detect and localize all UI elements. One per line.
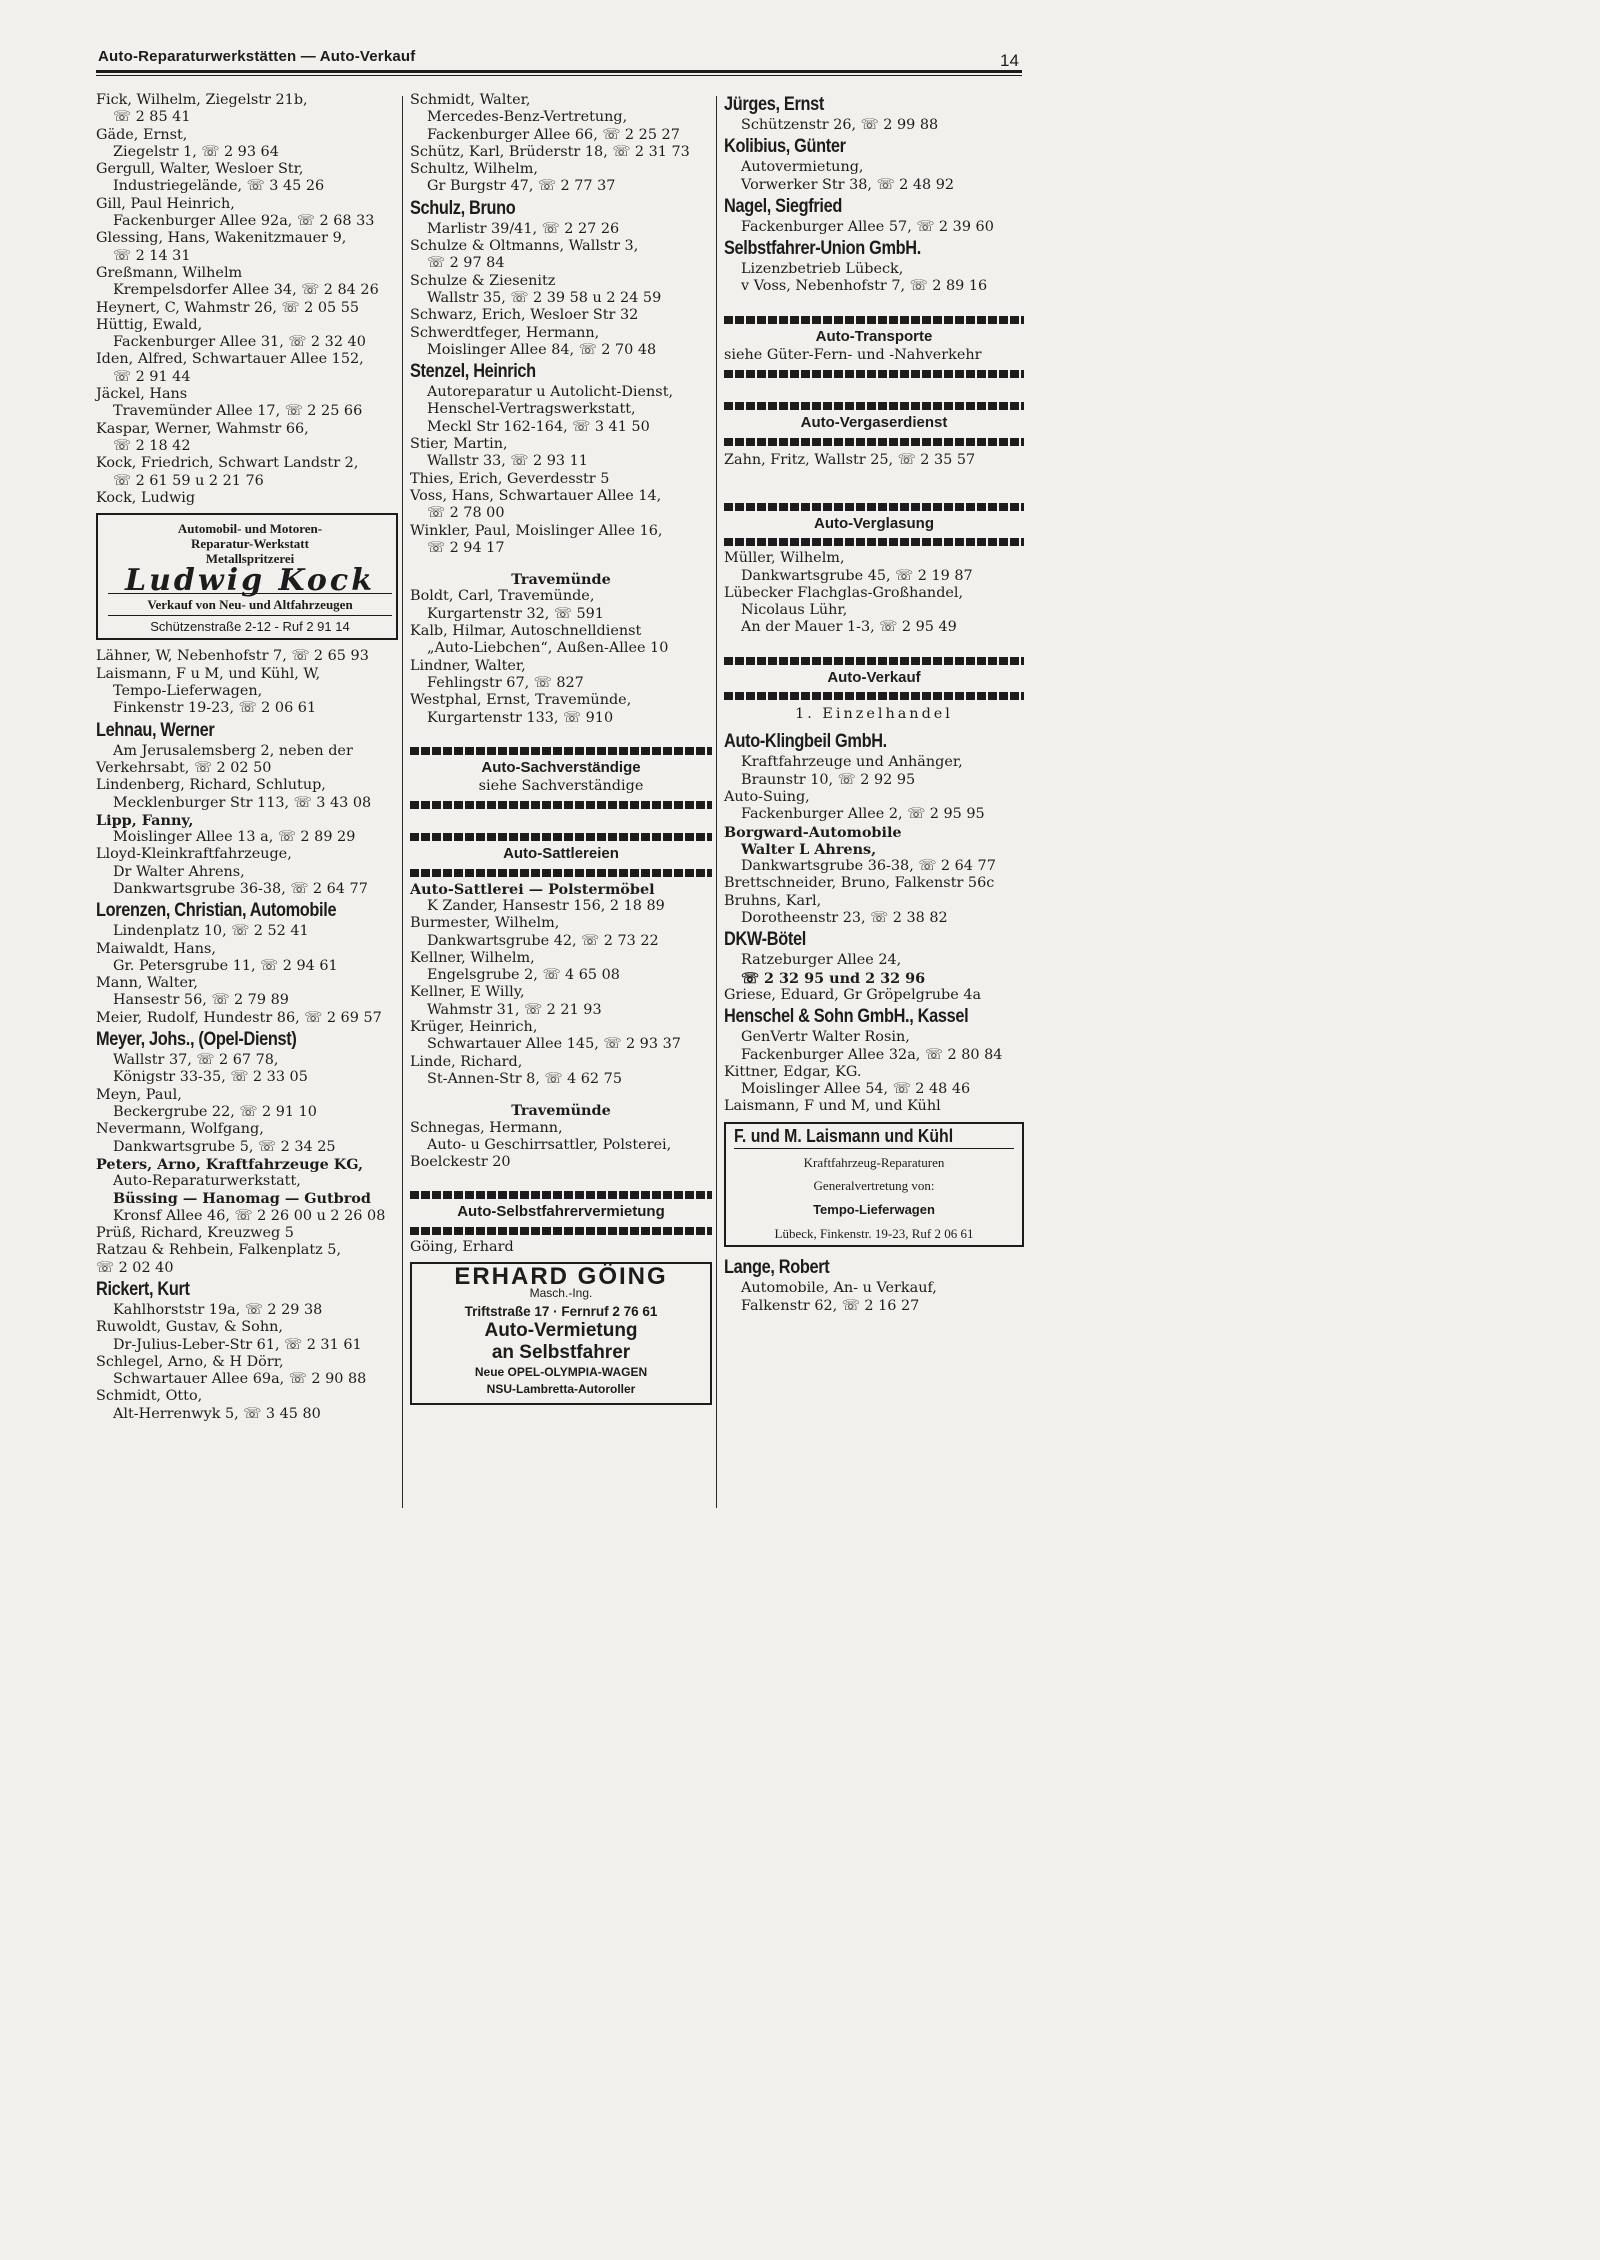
ad-line: Neue OPEL-OLYMPIA-WAGEN	[474, 1364, 648, 1379]
entry-detail: Königstr 33-35, ☏ 2 33 05	[113, 1069, 308, 1086]
section-bar	[724, 438, 1024, 446]
section-bar	[410, 801, 712, 809]
entry-name: Winkler, Paul, Moislinger Allee 16,	[410, 522, 663, 539]
entry-detail: Walter L Ahrens,	[741, 840, 877, 858]
entry-name: Krüger, Heinrich,	[410, 1019, 538, 1036]
entry-detail: Wahmstr 31, ☏ 2 21 93	[427, 1001, 602, 1018]
entry-name-bold: Schulz, Bruno	[410, 197, 516, 219]
entry-name-bold: Rickert, Kurt	[96, 1278, 190, 1300]
entry-name-bold: Nagel, Siegfried	[724, 195, 842, 217]
entry-detail: Gr Burgstr 47, ☏ 2 77 37	[427, 178, 616, 195]
entry-detail: Henschel-Vertragswerkstatt,	[427, 401, 636, 418]
entry-detail: ☏ 2 78 00	[427, 505, 505, 522]
entry-name: Lloyd-Kleinkraftfahrzeuge,	[96, 846, 292, 863]
entry-name: Iden, Alfred, Schwartauer Allee 152,	[96, 351, 364, 368]
entry-name-bold: DKW-Bötel	[724, 929, 806, 951]
section-bar	[724, 503, 1024, 511]
entry-detail: Schwartauer Allee 145, ☏ 2 93 37	[427, 1036, 681, 1053]
entry-detail: Ratzeburger Allee 24,	[741, 952, 902, 969]
entry-detail: Braunstr 10, ☏ 2 92 95	[741, 771, 916, 788]
entry-name: Kock, Ludwig	[96, 489, 196, 506]
entry-detail: Industriegelände, ☏ 3 45 26	[113, 178, 325, 195]
entry-name-bold: Lehnau, Werner	[96, 719, 215, 741]
entry-detail: ☏ 2 85 41	[113, 109, 191, 126]
entry-name-bold: Lange, Robert	[724, 1257, 830, 1279]
entry-name: Schmidt, Walter,	[410, 92, 531, 108]
entry-name: Göing, Erhard	[410, 1238, 514, 1255]
entry-detail: Am Jerusalemsberg 2, neben der	[113, 742, 353, 759]
section-heading: Auto-Sachverständige	[481, 758, 641, 776]
entry-detail: ☏ 2 94 17	[427, 539, 505, 556]
entry-detail: Kronsf Allee 46, ☏ 2 26 00 u 2 26 08	[113, 1207, 386, 1224]
entry-detail: Travemünder Allee 17, ☏ 2 25 66	[113, 403, 363, 420]
entry-name: Jäckel, Hans	[96, 386, 188, 403]
entry-detail: Finkenstr 19-23, ☏ 2 06 61	[113, 700, 317, 717]
spacer	[410, 727, 712, 741]
entry-detail: Fackenburger Allee 2, ☏ 2 95 95	[741, 806, 985, 823]
entry-name: Schnegas, Hermann,	[410, 1119, 563, 1136]
entry-name: Thies, Erich, Geverdesstr 5	[410, 470, 610, 487]
spacer	[724, 469, 1024, 483]
entry-name: Burmester, Wilhelm,	[410, 915, 560, 932]
entry-detail: Kurgartenstr 32, ☏ 591	[427, 605, 604, 622]
entry-detail: Fackenburger Allee 57, ☏ 2 39 60	[741, 218, 994, 235]
ad-headline: Auto-Vermietung	[484, 1319, 638, 1341]
spacer	[410, 1088, 712, 1102]
entry-name-bold: Kolibius, Günter	[724, 136, 846, 158]
spacer	[410, 1171, 712, 1185]
ad-address: Lübeck, Finkenstr. 19-23, Ruf 2 06 61	[774, 1226, 974, 1242]
entry-detail: Hansestr 56, ☏ 2 79 89	[113, 992, 289, 1009]
entry-detail: Moislinger Allee 54, ☏ 2 48 46	[741, 1081, 971, 1098]
entry-name: Schütz, Karl, Brüderstr 18, ☏ 2 31 73	[410, 143, 690, 160]
entry-detail: Meckl Str 162-164, ☏ 3 41 50	[427, 418, 650, 435]
section-reference: siehe Sachverständige	[478, 778, 644, 795]
ad-line: Reparatur-Werkstatt	[191, 536, 309, 552]
column-divider	[716, 96, 717, 1508]
section-bar	[724, 538, 1024, 546]
entry-detail: Automobile, An- u Verkauf,	[741, 1280, 937, 1297]
section-bar	[410, 747, 712, 755]
entry-detail: Fehlingstr 67, ☏ 827	[427, 674, 584, 691]
entry-name: Linde, Richard,	[410, 1053, 523, 1070]
column-2	[410, 92, 712, 1413]
ad-address: Triftstraße 17 · Fernruf 2 76 61	[464, 1303, 658, 1319]
entry-detail: Dankwartsgrube 42, ☏ 2 73 22	[427, 932, 659, 949]
entry-name: Meier, Rudolf, Hundestr 86, ☏ 2 69 57	[96, 1009, 382, 1026]
location-heading: Travemünde	[511, 1102, 611, 1120]
page-number: 14	[1000, 51, 1019, 70]
section-bar	[410, 833, 712, 841]
entry-detail: Autoreparatur u Autolicht-Dienst,	[427, 384, 674, 401]
section-bar	[410, 869, 712, 877]
header-rule-thin	[96, 75, 1022, 76]
entry-name: Bruhns, Karl,	[724, 892, 822, 909]
entry-name-bold: Selbstfahrer-Union GmbH.	[724, 238, 921, 260]
entry-detail: Mercedes-Benz-Vertretung,	[427, 109, 628, 126]
section-heading: Auto-Vergaserdienst	[800, 414, 948, 432]
entry-name: Griese, Eduard, Gr Gröpelgrube 4a	[724, 986, 982, 1003]
entry-name: Greßmann, Wilhelm	[96, 264, 243, 281]
entry-name: Prüß, Richard, Kreuzweg 5	[96, 1225, 294, 1242]
entry-detail: ☏ 2 32 95 und 2 32 96	[741, 969, 926, 987]
entry-detail: Fackenburger Allee 31, ☏ 2 32 40	[113, 334, 366, 351]
ad-line: NSU-Lambretta-Autoroller	[486, 1382, 636, 1397]
header-rule	[96, 70, 1022, 73]
entry-detail: Wallstr 33, ☏ 2 93 11	[427, 453, 588, 470]
entry-name-bold: Auto-Klingbeil GmbH.	[724, 731, 887, 753]
entry-detail: Dankwartsgrube 5, ☏ 2 34 25	[113, 1138, 336, 1155]
entry-detail: Verkehrsabt, ☏ 2 02 50	[96, 759, 272, 776]
section-bar	[724, 692, 1024, 700]
ad-address: Schützenstraße 2-12 - Ruf 2 91 14	[150, 619, 350, 635]
advertisement-kock	[96, 513, 398, 640]
entry-detail: ☏ 2 14 31	[113, 247, 191, 264]
entry-detail: K Zander, Hansestr 156, 2 18 89	[427, 897, 665, 914]
entry-detail: ☏ 2 18 42	[113, 437, 191, 454]
entry-detail: Nicolaus Lühr,	[741, 602, 848, 619]
entry-name: Auto-Suing,	[724, 788, 810, 805]
entry-detail: Marlistr 39/41, ☏ 2 27 26	[427, 220, 620, 237]
entry-name: Kellner, E Willy,	[410, 984, 525, 1001]
column-divider	[402, 96, 403, 1508]
entry-name-semibold: Lipp, Fanny,	[96, 811, 194, 829]
entry-name: Ratzau & Rehbein, Falkenplatz 5,	[96, 1242, 342, 1259]
entry-detail: Engelsgrube 2, ☏ 4 65 08	[427, 967, 620, 984]
entry-detail: Gr. Petersgrube 11, ☏ 2 94 61	[113, 957, 338, 974]
directory-page	[0, 0, 1110, 1568]
entry-name: Schmidt, Otto,	[96, 1388, 203, 1405]
entry-detail: Kurgartenstr 133, ☏ 910	[427, 709, 614, 726]
spacer	[724, 382, 1024, 396]
entry-name: Gäde, Ernst,	[96, 126, 188, 143]
entry-name: Schwarz, Erich, Wesloer Str 32	[410, 307, 639, 324]
entry-name: Lübecker Flachglas-Großhandel,	[724, 584, 964, 601]
ad-line: Metallspritzerei	[205, 551, 295, 567]
entry-detail: ☏ 2 02 40	[96, 1259, 174, 1276]
entry-detail: Falkenstr 62, ☏ 2 16 27	[741, 1297, 920, 1314]
entry-name: Ruwoldt, Gustav, & Sohn,	[96, 1319, 283, 1336]
entry-name: Meyn, Paul,	[96, 1086, 182, 1103]
entry-detail: Lizenzbetrieb Lübeck,	[741, 261, 904, 278]
spacer	[410, 557, 712, 571]
entry-detail: Büssing — Hanomag — Gutbrod	[113, 1190, 371, 1208]
entry-detail: Mecklenburger Str 113, ☏ 3 43 08	[113, 794, 372, 811]
entry-detail: Wallstr 37, ☏ 2 67 78,	[113, 1052, 279, 1069]
entry-name: Schwerdtfeger, Hermann,	[410, 324, 600, 341]
entry-detail: An der Mauer 1-3, ☏ 2 95 49	[741, 619, 957, 636]
entry-detail: GenVertr Walter Rosin,	[741, 1029, 910, 1046]
entry-name: Kaspar, Werner, Wahmstr 66,	[96, 420, 309, 437]
location-heading: Travemünde	[511, 571, 611, 589]
section-bar	[410, 1191, 712, 1199]
ad-line: Masch.-Ing.	[529, 1286, 593, 1301]
section-bar	[410, 1227, 712, 1235]
entry-name: Mann, Walter,	[96, 975, 198, 992]
entry-name: Schultz, Wilhelm,	[410, 161, 538, 178]
column-3	[724, 92, 1024, 1315]
entry-name: Stier, Martin,	[410, 436, 508, 453]
entry-name: Schulze & Oltmanns, Wallstr 3,	[410, 238, 639, 255]
entry-name-bold: Lorenzen, Christian, Automobile	[96, 900, 337, 922]
entry-detail: Moislinger Allee 13 a, ☏ 2 89 29	[113, 829, 356, 846]
entry-name: Müller, Wilhelm,	[724, 550, 845, 567]
entry-detail: Schützenstr 26, ☏ 2 99 88	[741, 117, 939, 133]
entry-detail: Fackenburger Allee 66, ☏ 2 25 27	[427, 126, 680, 143]
subsection-heading: 1. Einzelhandel	[795, 706, 953, 723]
entry-name: Fick, Wilhelm, Ziegelstr 21b,	[96, 92, 308, 108]
ad-company-name: Ludwig Kock	[124, 563, 375, 599]
column-1	[96, 92, 398, 1423]
entry-detail: Krempelsdorfer Allee 34, ☏ 2 84 26	[113, 282, 379, 299]
entry-detail: v Voss, Nebenhofstr 7, ☏ 2 89 16	[741, 278, 988, 295]
section-heading: Auto-Verglasung	[813, 514, 934, 532]
section-bar	[724, 316, 1024, 324]
entry-name-bold: Stenzel, Heinrich	[410, 361, 536, 383]
entry-detail: Fackenburger Allee 32a, ☏ 2 80 84	[741, 1046, 1003, 1063]
entry-detail: Auto- u Geschirrsattler, Polsterei,	[427, 1136, 672, 1153]
spacer	[724, 296, 1024, 310]
ad-divider	[108, 615, 392, 616]
ad-company-name: ERHARD GÖING	[454, 1263, 668, 1291]
entry-name: Lähner, W, Nebenhofstr 7, ☏ 2 65 93	[96, 648, 369, 665]
entry-detail: Kraftfahrzeuge und Anhänger,	[741, 754, 963, 771]
section-heading: Auto-Selbstfahrervermietung	[457, 1203, 665, 1221]
entry-name: Kock, Friedrich, Schwart Landstr 2,	[96, 455, 359, 472]
entry-name-bold: Jürges, Ernst	[724, 94, 824, 115]
entry-detail: ☏ 2 97 84	[427, 255, 505, 272]
spacer	[410, 813, 712, 827]
section-bar	[724, 370, 1024, 378]
entry-name-semibold: Borgward-Automobile	[724, 823, 902, 841]
section-heading: Auto-Transporte	[815, 327, 933, 345]
entry-name-bold: Henschel & Sohn GmbH., Kassel	[724, 1006, 969, 1028]
entry-detail: Tempo-Lieferwagen,	[113, 683, 263, 700]
entry-detail: ☏ 2 61 59 u 2 21 76	[113, 472, 264, 489]
ad-line: Generalvertretung von:	[813, 1177, 935, 1193]
entry-detail: „Auto-Liebchen“, Außen-Allee 10	[427, 640, 669, 657]
entry-name-bold: Meyer, Johs., (Opel-Dienst)	[96, 1029, 297, 1051]
entry-detail: Ziegelstr 1, ☏ 2 93 64	[113, 143, 279, 160]
entry-name: Laismann, F u M, und Kühl, W,	[96, 665, 321, 682]
entry-detail: Wallstr 35, ☏ 2 39 58 u 2 24 59	[427, 289, 662, 306]
entry-name: Voss, Hans, Schwartauer Allee 14,	[410, 487, 662, 504]
entry-detail: Vorwerker Str 38, ☏ 2 48 92	[741, 176, 955, 193]
entry-detail: Schwartauer Allee 69a, ☏ 2 90 88	[113, 1371, 367, 1388]
entry-detail: Kahlhorststr 19a, ☏ 2 29 38	[113, 1301, 323, 1318]
entry-detail: Dr Walter Ahrens,	[113, 863, 245, 880]
entry-detail: Autovermietung,	[741, 159, 864, 176]
entry-detail: Dorotheenstr 23, ☏ 2 38 82	[741, 910, 948, 927]
section-heading: Auto-Sattlereien	[503, 845, 619, 863]
entry-detail: Boelckestr 20	[410, 1154, 511, 1171]
entry-detail: Alt-Herrenwyk 5, ☏ 3 45 80	[113, 1405, 321, 1422]
entry-name: Brettschneider, Bruno, Falkenstr 56c	[724, 875, 995, 892]
ad-line: Automobil- und Motoren-	[177, 521, 323, 537]
entry-name: Schulze & Ziesenitz	[410, 272, 556, 289]
entry-name: Kalb, Hilmar, Autoschnelldienst	[410, 623, 642, 640]
ad-line: Verkauf von Neu- und Altfahrzeugen	[147, 597, 353, 613]
entry-name: Zahn, Fritz, Wallstr 25, ☏ 2 35 57	[724, 451, 976, 468]
section-reference: siehe Güter-Fern- und -Nahverkehr	[724, 347, 982, 364]
advertisement-goeing	[410, 1262, 712, 1404]
entry-detail: Lindenplatz 10, ☏ 2 52 41	[113, 923, 309, 940]
ad-divider	[734, 1148, 1014, 1149]
entry-name: Maiwaldt, Hans,	[96, 940, 216, 957]
entry-detail: ☏ 2 91 44	[113, 368, 191, 385]
entry-detail: Dankwartsgrube 45, ☏ 2 19 87	[741, 567, 973, 584]
entry-name: Schlegel, Arno, & H Dörr,	[96, 1353, 284, 1370]
running-head: Auto-Reparaturwerkstätten — Auto-Verkauf	[98, 48, 416, 65]
spacer	[724, 637, 1024, 651]
entry-name: Nevermann, Wolfgang,	[96, 1121, 264, 1138]
entry-name: Kellner, Wilhelm,	[410, 949, 535, 966]
entry-name: Heynert, C, Wahmstr 26, ☏ 2 05 55	[96, 299, 360, 316]
ad-line: Kraftfahrzeug-Reparaturen	[803, 1154, 945, 1170]
ad-headline: an Selbstfahrer	[491, 1341, 631, 1363]
entry-name: Lindner, Walter,	[410, 657, 526, 674]
entry-name: Gergull, Walter, Wesloer Str,	[96, 161, 304, 178]
entry-name: Hüttig, Ewald,	[96, 316, 203, 333]
entry-detail: Dankwartsgrube 36-38, ☏ 2 64 77	[741, 858, 996, 875]
section-bar	[724, 657, 1024, 665]
entry-detail: St-Annen-Str 8, ☏ 4 62 75	[427, 1070, 622, 1087]
entry-detail: Fackenburger Allee 92a, ☏ 2 68 33	[113, 213, 375, 230]
entry-name: Kittner, Edgar, KG.	[724, 1063, 862, 1080]
entry-name-semibold: Auto-Sattlerei — Polstermöbel	[410, 880, 655, 898]
entry-detail: Beckergrube 22, ☏ 2 91 10	[113, 1103, 317, 1120]
ad-line: Tempo-Lieferwagen	[813, 1201, 935, 1217]
entry-name: Gill, Paul Heinrich,	[96, 195, 235, 212]
entry-detail: Dr-Julius-Leber-Str 61, ☏ 2 31 61	[113, 1336, 362, 1353]
entry-name-semibold: Peters, Arno, Kraftfahrzeuge KG,	[96, 1155, 364, 1173]
entry-name: Laismann, F und M, und Kühl	[724, 1098, 941, 1115]
entry-name: Lindenberg, Richard, Schlutup,	[96, 777, 326, 794]
entry-name: Boldt, Carl, Travemünde,	[410, 588, 595, 605]
entry-name: Westphal, Ernst, Travemünde,	[410, 692, 632, 709]
advertisement-laismann	[724, 1122, 1024, 1248]
entry-detail: Auto-Reparaturwerkstatt,	[113, 1173, 301, 1190]
entry-detail: Dankwartsgrube 36-38, ☏ 2 64 77	[113, 880, 368, 897]
entry-name: Glessing, Hans, Wakenitzmauer 9,	[96, 230, 347, 247]
section-heading: Auto-Verkauf	[827, 668, 921, 686]
ad-company-name: F. und M. Laismann und Kühl	[734, 1125, 954, 1146]
entry-detail: Moislinger Allee 84, ☏ 2 70 48	[427, 341, 657, 358]
spacer	[724, 483, 1024, 497]
section-bar	[724, 402, 1024, 410]
